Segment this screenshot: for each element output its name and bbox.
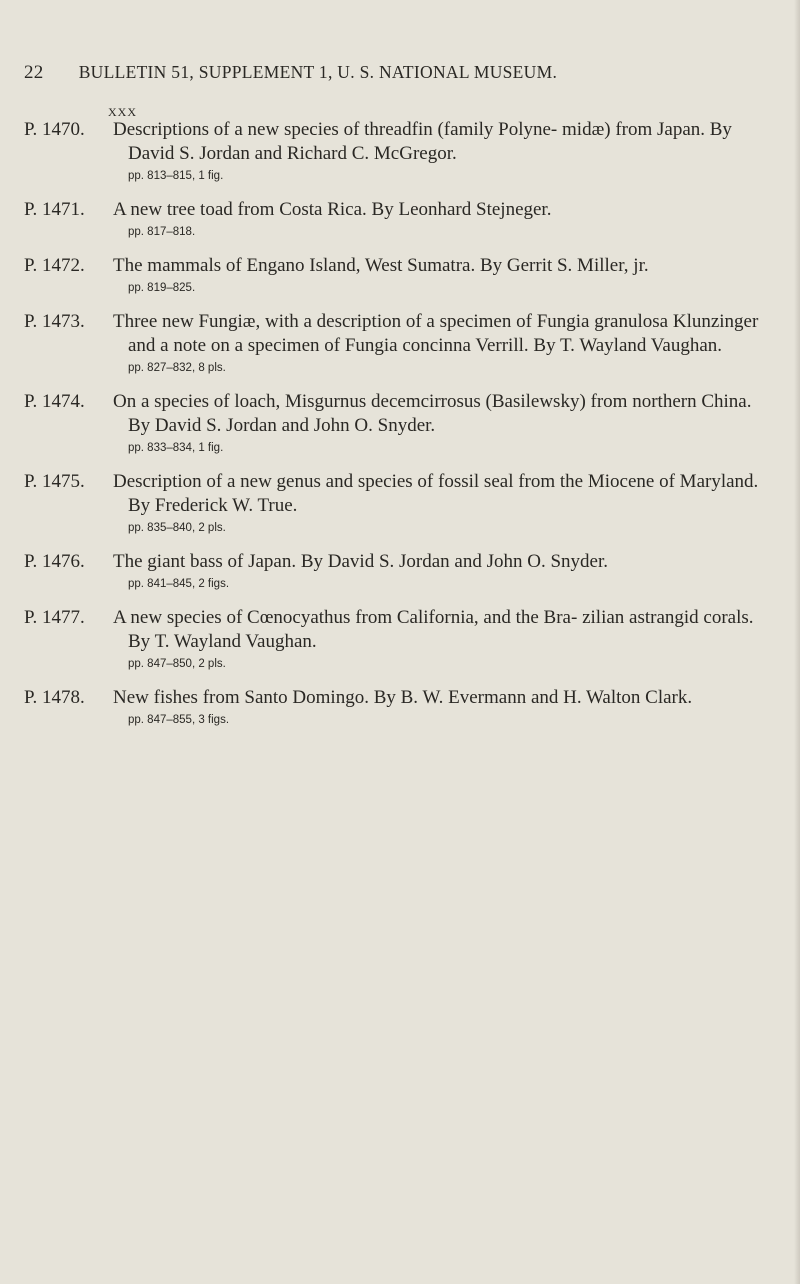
bulletin-title: BULLETIN 51, SUPPLEMENT 1, U. S. NATIONAL MUSEUM. — [78, 62, 558, 82]
entry-title: The giant bass of Japan. By David S. Jordan and John O. Snyder. — [113, 551, 608, 572]
publication-entry — [24, 198, 764, 240]
entry-pages: pp. 841–845, 2 figs. — [128, 578, 230, 590]
publication-entry — [24, 310, 764, 376]
entry-title: New fishes from Santo Domingo. By B. W. Evermann and H. Walton Clark. — [113, 687, 693, 708]
entry-number: P. 1475. — [24, 471, 85, 492]
entry-pages: pp. 833–834, 1 fig. — [128, 442, 224, 454]
publication-entry — [24, 470, 764, 536]
entry-number: P. 1471. — [24, 199, 85, 220]
publication-list — [24, 118, 764, 742]
entry-title: On a species of loach, Misgurnus decemcirrosus (Basilewsky) from northern China. By David S. Jordan and John O. Snyder. — [113, 391, 752, 436]
page-number: 22 — [24, 62, 44, 83]
publication-entry — [24, 254, 764, 296]
entry-number: P. 1476. — [24, 551, 85, 572]
entry-pages: pp. 817–818. — [128, 226, 196, 238]
entry-pages: pp. 813–815, 1 fig. — [128, 170, 224, 182]
entry-number: P. 1472. — [24, 255, 85, 276]
publication-entry — [24, 686, 764, 728]
entry-title: Three new Fungiæ, with a description of a specimen of Fungia granulosa Klunzinger and a note on a specimen of Fungia concinna Verrill. By T. Wayland Vaughan. — [113, 311, 759, 356]
publication-entry — [24, 390, 764, 456]
entry-title: A new tree toad from Costa Rica. By Leonhard Stejneger. — [113, 199, 552, 220]
entry-pages: pp. 827–832, 8 pls. — [128, 362, 226, 374]
entry-title: The mammals of Engano Island, West Sumatra. By Gerrit S. Miller, jr. — [113, 255, 649, 276]
scan-edge-shadow — [794, 0, 800, 1284]
publication-entry — [24, 606, 764, 672]
entry-pages: pp. 847–850, 2 pls. — [128, 658, 226, 670]
entry-number: P. 1478. — [24, 687, 85, 708]
entry-pages: pp. 835–840, 2 pls. — [128, 522, 226, 534]
entry-number: P. 1474. — [24, 391, 85, 412]
publication-entry — [24, 550, 764, 592]
entry-number: P. 1473. — [24, 311, 85, 332]
publication-entry — [24, 118, 764, 184]
entry-number: P. 1470. — [24, 119, 85, 140]
entry-pages: pp. 847–855, 3 figs. — [128, 714, 230, 726]
section-mark: XXX — [108, 105, 137, 119]
entry-pages: pp. 819–825. — [128, 282, 196, 294]
entry-number: P. 1477. — [24, 607, 85, 628]
entry-title: Descriptions of a new species of threadfin (family Polyne- midæ) from Japan. By David S. Jordan and Richard C. McGregor. — [113, 119, 732, 164]
entry-title: A new species of Cœnocyathus from California, and the Bra- zilian astrangid corals. By T. Wayland Vaughan. — [113, 607, 754, 652]
running-head — [24, 62, 744, 84]
entry-title: Description of a new genus and species of fossil seal from the Miocene of Maryland. By Frederick W. True. — [113, 471, 759, 516]
